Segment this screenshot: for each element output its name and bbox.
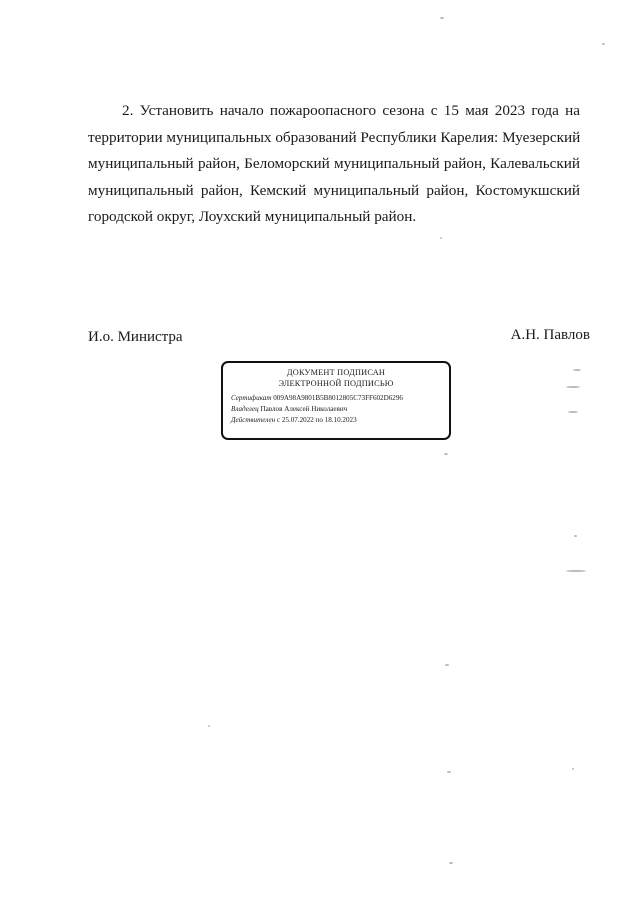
stamp-validity-row — [231, 415, 441, 426]
stamp-details — [231, 393, 441, 426]
valid-from-word: с — [276, 416, 281, 424]
scan-speck — [449, 862, 453, 864]
scan-speck — [573, 369, 581, 371]
scan-speck — [574, 535, 577, 537]
certificate-label: Сертификат — [231, 394, 272, 402]
scan-speck — [440, 17, 444, 19]
scan-speck — [208, 725, 210, 727]
scan-speck — [572, 768, 574, 770]
paragraph-line: 2. Установить начало пожароопасного сезона с 15 мая 2023 года на — [122, 102, 580, 119]
stamp-certificate-row — [231, 393, 441, 404]
scan-speck — [445, 664, 449, 666]
scan-speck — [566, 570, 586, 572]
owner-value: Павлов Алексей Николаевич — [260, 405, 348, 413]
valid-label: Действителен — [231, 416, 276, 424]
body-paragraph — [88, 98, 580, 231]
paragraph-line: территории муниципальных образований Республики Карелия: Муезерский — [88, 128, 581, 146]
owner-label: Владелец — [231, 405, 259, 413]
paragraph-line: муниципальный район, Беломорский муниципальный район, Калевальский — [88, 155, 580, 172]
stamp-title-line: ЭЛЕКТРОННОЙ ПОДПИСЬЮ — [278, 378, 394, 388]
scan-speck — [440, 237, 442, 239]
scan-speck — [566, 386, 580, 388]
signatory-title: И.о. Министра — [88, 329, 183, 345]
scan-speck — [447, 771, 451, 773]
valid-to-word: по — [315, 416, 323, 424]
valid-from-date: 25.07.2022 — [281, 416, 314, 424]
signatory-name: А.Н. Павлов — [510, 327, 590, 343]
certificate-value: 009A98A9801B5B8012805C73FF602D6296 — [273, 394, 403, 402]
scan-speck — [444, 453, 448, 455]
electronic-signature-stamp — [221, 361, 451, 440]
scan-speck — [568, 411, 578, 413]
valid-to-date: 18.10.2023 — [324, 416, 357, 424]
stamp-owner-row — [231, 404, 441, 415]
stamp-title-line: ДОКУМЕНТ ПОДПИСАН — [286, 368, 386, 377]
paragraph-line: городской округ, Лоухский муниципальный район. — [88, 208, 417, 225]
paragraph-line: муниципальный район, Кемский муниципальный район, Костомукшский — [88, 181, 580, 199]
scan-speck — [602, 43, 605, 45]
